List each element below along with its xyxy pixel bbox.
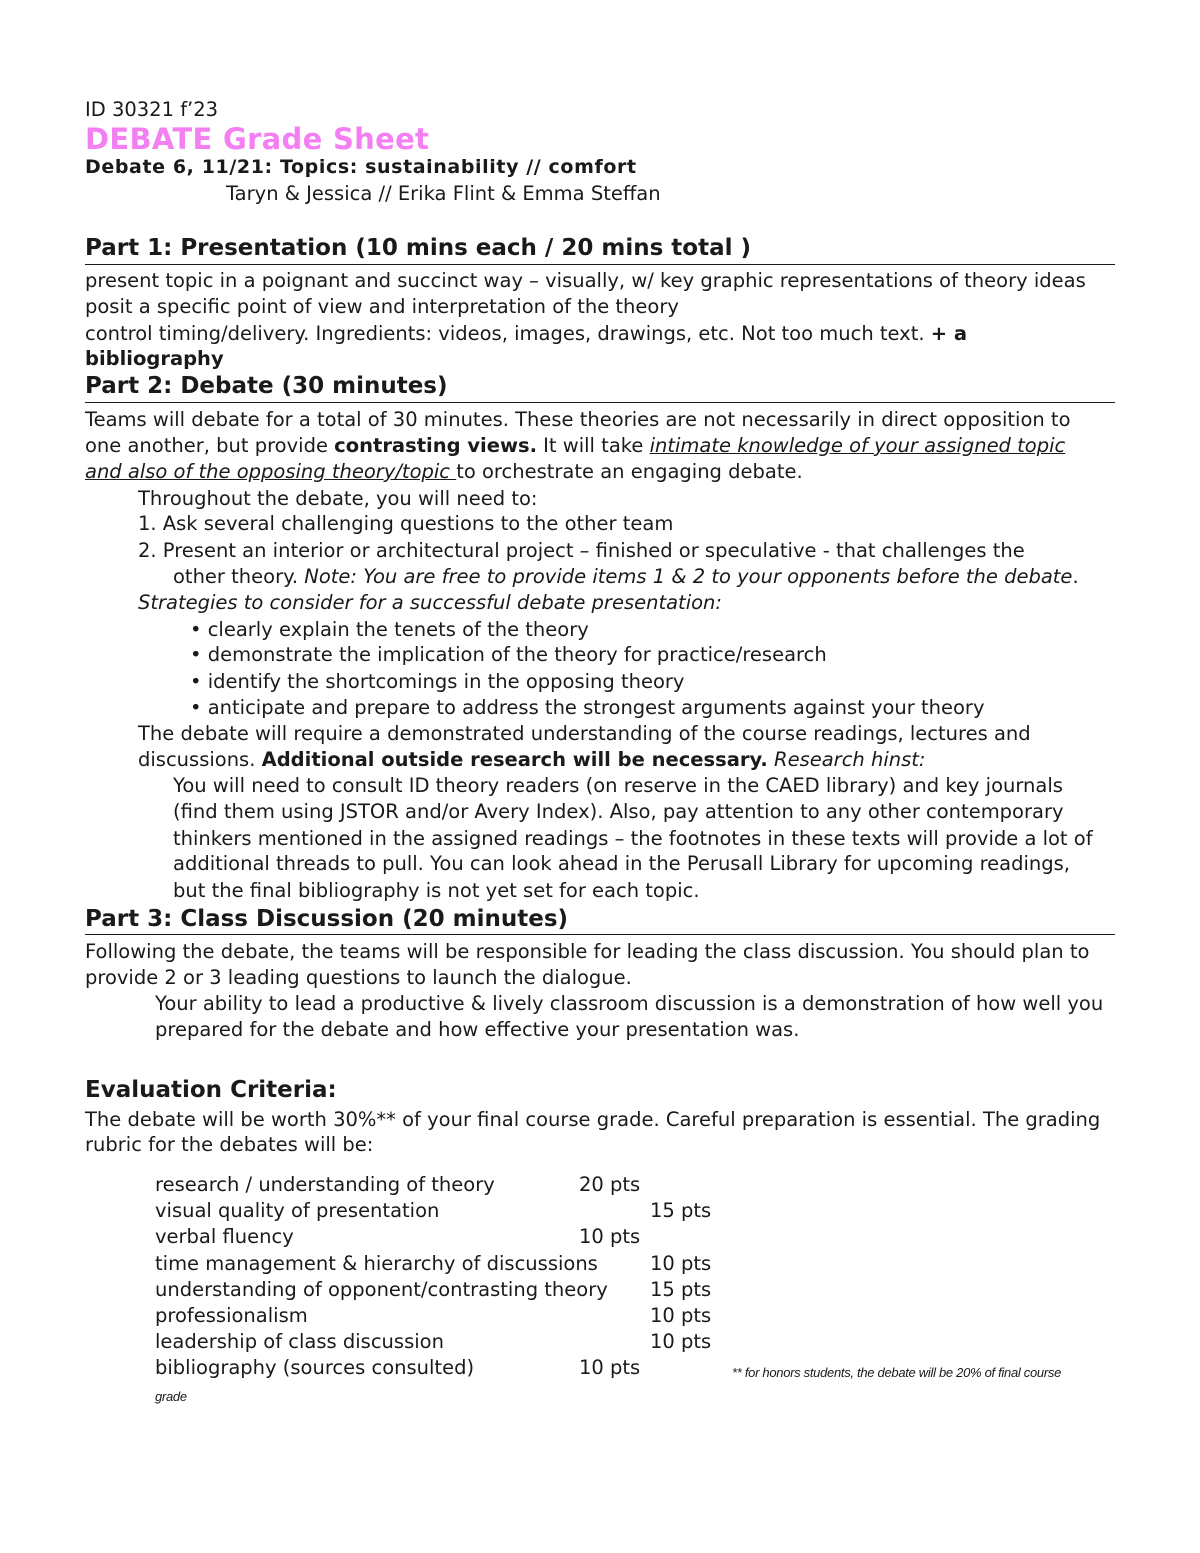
text-run: other theory. [173, 565, 305, 588]
part3-divider [85, 934, 1115, 935]
rubric-criterion: verbal fluency [155, 1225, 294, 1248]
debate-info: Debate 6, 11/21: Topics: sustainability // comfort [85, 156, 637, 178]
part3-paragraph-line: Your ability to lead a productive & lively classroom discussion is a demonstration of how well you [155, 992, 1104, 1015]
evaluation-heading: Evaluation Criteria: [85, 1077, 337, 1103]
bullet-item: • anticipate and prepare to address the strongest arguments against your theory [190, 696, 985, 719]
bullet-item: • demonstrate the implication of the theory for practice/research [190, 643, 827, 666]
hint-line: thinkers mentioned in the assigned readings – the footnotes in these texts will provide a lot of [173, 827, 1093, 850]
team-names: Taryn & Jessica // Erika Flint & Emma Steffan [226, 182, 661, 205]
text-run: . [1072, 565, 1079, 588]
part1-line [85, 321, 967, 347]
part1-line3-bold: + a [930, 322, 968, 345]
part3-paragraph-line: provide 2 or 3 leading questions to launch the dialogue. [85, 966, 632, 989]
strategies-heading: Strategies to consider for a successful debate presentation: [138, 591, 722, 614]
honors-footnote: ** for honors students, the debate will be 20% of final course [732, 1365, 1061, 1380]
rubric-points: 10 pts [579, 1225, 641, 1248]
part1-heading: Part 1: Presentation (10 mins each / 20 mins total ) [85, 235, 751, 261]
part1-line3-text: control timing/delivery. Ingredients: videos, images, drawings, etc. Not too much text. [85, 322, 931, 345]
part1-divider [85, 264, 1115, 265]
rubric-criterion: visual quality of presentation [155, 1199, 440, 1222]
text-run-underlined: and also of the opposing theory/topic [85, 460, 457, 483]
part3-heading: Part 3: Class Discussion (20 minutes) [85, 906, 569, 932]
hint-line: You will need to consult ID theory readers (on reserve in the CAED library) and key journals [173, 774, 1063, 797]
text-run-italic: Research hinst: [767, 748, 926, 771]
numbered-item: 1. Ask several challenging questions to the other team [138, 512, 674, 535]
part2-paragraph-line: Teams will debate for a total of 30 minutes. These theories are not necessarily in direct opposition to [85, 408, 1071, 431]
text-run: to orchestrate an engaging debate. [456, 460, 803, 483]
numbered-item-continuation [173, 564, 1079, 590]
part3-paragraph-line: Following the debate, the teams will be responsible for leading the class discussion. You should plan to [85, 940, 1090, 963]
requirement-line [138, 747, 926, 773]
text-run-bold: Additional outside research will be necessary. [261, 748, 768, 771]
part2-paragraph-line [85, 433, 1065, 459]
rubric-points: 10 pts [650, 1252, 712, 1275]
bullet-item: • clearly explain the tenets of the theory [190, 618, 589, 641]
text-run-underlined: intimate knowledge of your assigned topic [649, 434, 1066, 457]
rubric-criterion: bibliography (sources consulted) [155, 1356, 475, 1379]
part1-line: present topic in a poignant and succinct way – visually, w/ key graphic representations of theory ideas [85, 269, 1086, 292]
rubric-criterion: time management & hierarchy of discussions [155, 1252, 598, 1275]
evaluation-intro-line: The debate will be worth 30%** of your final course grade. Careful preparation is essential. The grading [85, 1108, 1101, 1131]
throughout-line: Throughout the debate, you will need to: [138, 487, 538, 510]
rubric-criterion: research / understanding of theory [155, 1173, 495, 1196]
course-id: ID 30321 f’23 [85, 98, 219, 121]
text-run-italic: Note: You are free to provide items 1 & 2 to your opponents before the debate [304, 565, 1073, 588]
text-run: It will take [536, 434, 650, 457]
hint-line: additional threads to pull. You can look ahead in the Perusall Library for upcoming readings, [173, 852, 1071, 875]
bullet-item: • identify the shortcomings in the opposing theory [190, 670, 685, 693]
hint-line: (find them using JSTOR and/or Avery Index). Also, pay attention to any other contemporary [173, 800, 1064, 823]
rubric-criterion: understanding of opponent/contrasting theory [155, 1278, 608, 1301]
rubric-points: 15 pts [650, 1199, 712, 1222]
rubric-points: 10 pts [579, 1356, 641, 1379]
rubric-points: 20 pts [579, 1173, 641, 1196]
rubric-criterion: professionalism [155, 1304, 308, 1327]
part2-paragraph-line [85, 459, 803, 485]
honors-footnote-continuation: grade [155, 1389, 187, 1404]
part2-heading: Part 2: Debate (30 minutes) [85, 373, 448, 399]
text-run-bold: contrasting views. [334, 434, 537, 457]
rubric-points: 10 pts [650, 1330, 712, 1353]
hint-line: but the final bibliography is not yet set for each topic. [173, 879, 700, 902]
part1-bibliography: bibliography [85, 347, 224, 370]
text-run: discussions. [138, 748, 262, 771]
part2-divider [85, 402, 1115, 403]
part3-paragraph-line: prepared for the debate and how effective your presentation was. [155, 1018, 800, 1041]
evaluation-intro-line: rubric for the debates will be: [85, 1133, 374, 1156]
text-run: one another, but provide [85, 434, 335, 457]
numbered-item: 2. Present an interior or architectural project – finished or speculative - that challenges the [138, 539, 1025, 562]
rubric-points: 15 pts [650, 1278, 712, 1301]
rubric-points: 10 pts [650, 1304, 712, 1327]
document-title: DEBATE Grade Sheet [85, 122, 430, 156]
part1-line: posit a specific point of view and interpretation of the theory [85, 295, 679, 318]
requirement-line: The debate will require a demonstrated understanding of the course readings, lectures and [138, 722, 1031, 745]
rubric-criterion: leadership of class discussion [155, 1330, 444, 1353]
